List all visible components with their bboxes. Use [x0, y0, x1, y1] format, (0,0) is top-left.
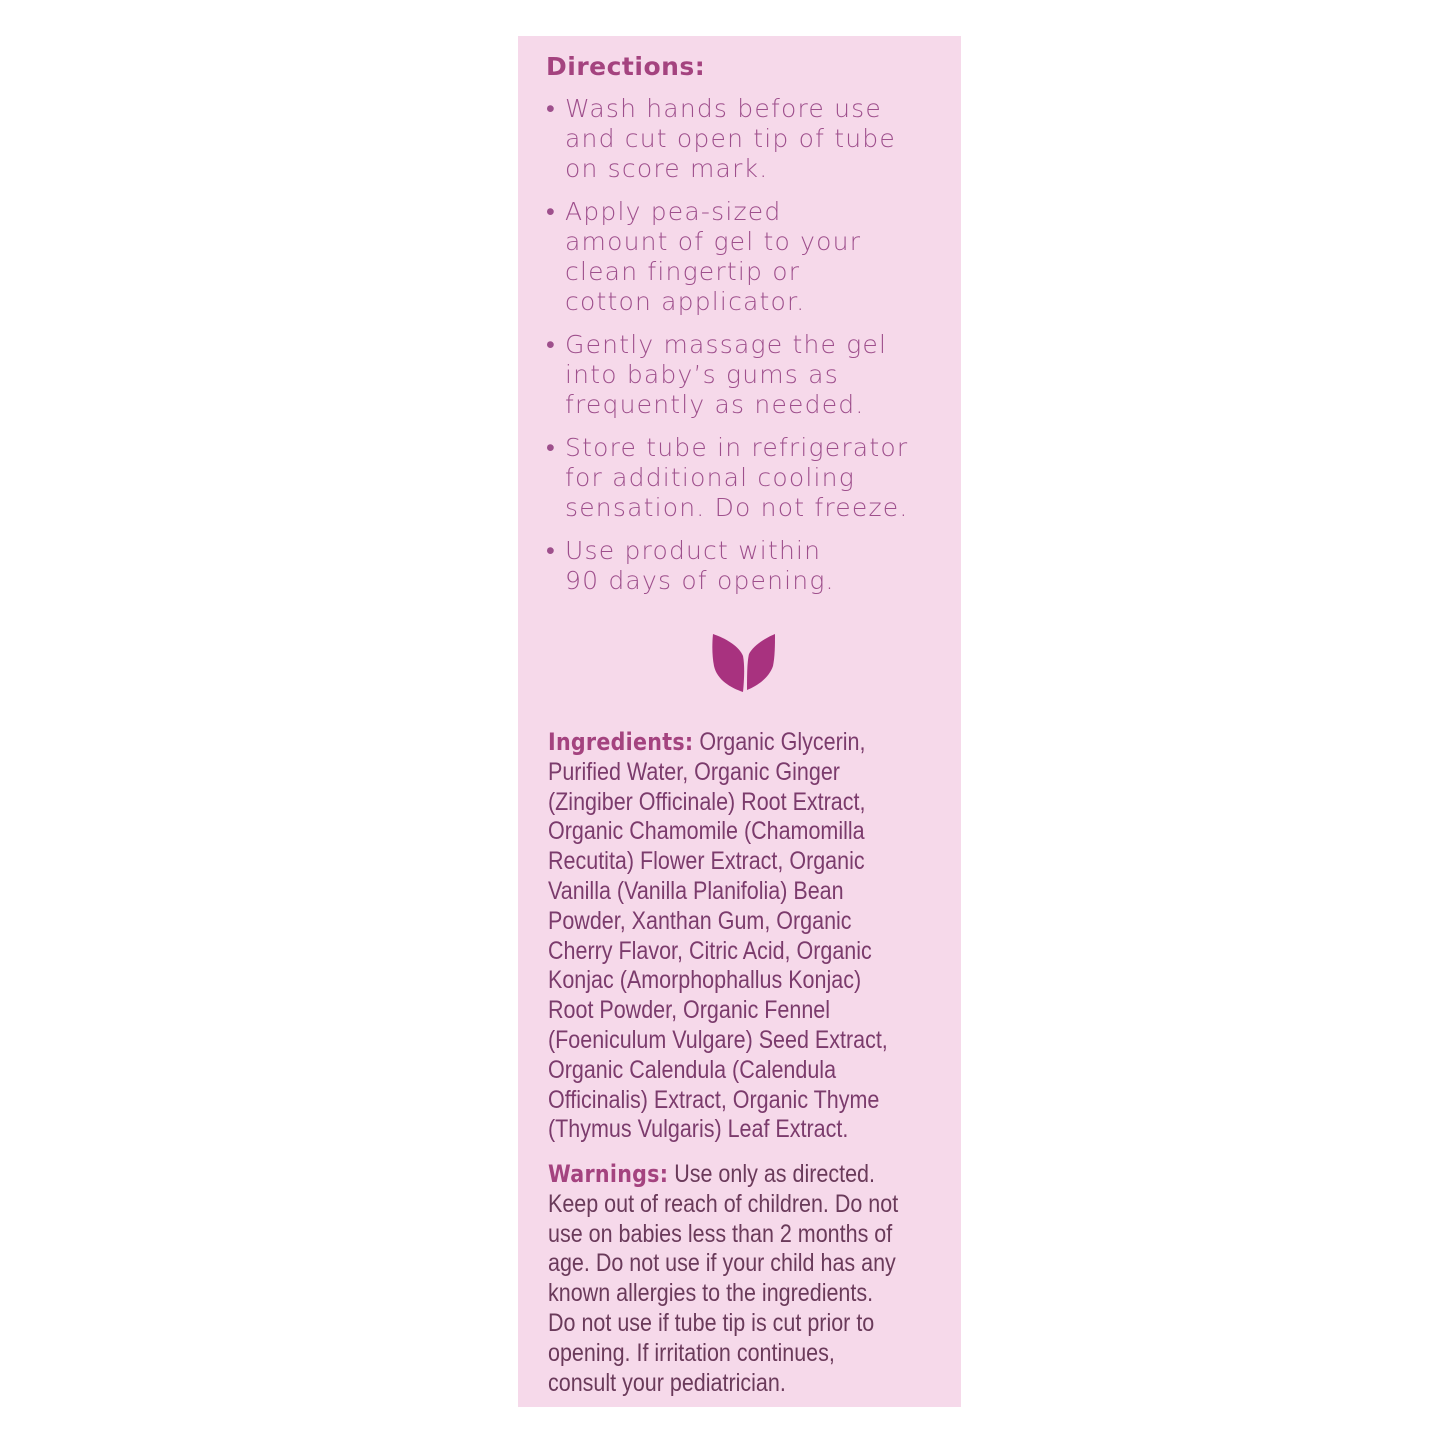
directions-heading: Directions:	[546, 52, 706, 81]
ingredients-line: Powder, Xanthan Gum, Organic	[548, 906, 852, 935]
direction-item	[546, 330, 956, 420]
warnings-line: Do not use if tube tip is cut prior to	[548, 1308, 875, 1337]
direction-line: on score mark.	[565, 154, 769, 183]
ingredients-line: (Foeniculum Vulgare) Seed Extract,	[548, 1025, 888, 1054]
bullet-dot: •	[546, 197, 556, 226]
ingredients-line	[548, 728, 909, 758]
direction-line: Wash hands before use	[565, 94, 882, 123]
ingredients-line: Organic Calendula (Calendula	[548, 1055, 837, 1084]
ingredients-line: Purified Water, Organic Ginger	[548, 757, 840, 786]
direction-item	[546, 94, 956, 184]
direction-line: Gently massage the gel	[565, 330, 888, 359]
ingredients-text	[548, 728, 968, 1145]
ingredients-line: (Zingiber Officinale) Root Extract,	[548, 787, 866, 816]
direction-item	[546, 536, 956, 596]
ingredients-line: Cherry Flavor, Citric Acid, Organic	[548, 936, 872, 965]
warnings-colon: :	[659, 1160, 669, 1188]
warnings-text: Use only as directed.	[668, 1160, 876, 1188]
warnings-line: opening. If irritation continues,	[548, 1338, 835, 1367]
direction-line: amount of gel to your	[565, 227, 862, 256]
direction-line: cotton applicator.	[565, 287, 806, 316]
ingredients-line: Organic Chamomile (Chamomilla	[548, 817, 865, 846]
direction-line: frequently as needed.	[565, 390, 865, 419]
ingredients-line: (Thymus Vulgaris) Leaf Extract.	[548, 1115, 849, 1144]
warnings-line	[548, 1160, 909, 1190]
ingredients-line: Root Powder, Organic Fennel	[548, 996, 831, 1025]
warnings-label: Warnings	[548, 1160, 660, 1188]
ingredients-line: Konjac (Amorphophallus Konjac)	[548, 966, 862, 995]
warnings-text	[548, 1160, 968, 1398]
direction-line: clean fingertip or	[565, 257, 801, 286]
ingredients-line: Recutita) Flower Extract, Organic	[548, 847, 865, 876]
direction-line: Store tube in refrigerator	[565, 433, 909, 462]
direction-item	[546, 197, 956, 317]
warnings-line: consult your pediatrician.	[548, 1368, 786, 1397]
ingredients-line: Officinalis) Extract, Organic Thyme	[548, 1085, 880, 1114]
ingredients-label: Ingredients	[548, 728, 685, 756]
direction-line: into baby’s gums as	[565, 360, 839, 389]
ingredients-line: Vanilla (Vanilla Planifolia) Bean	[548, 876, 844, 905]
warnings-line: age. Do not use if your child has any	[548, 1249, 896, 1278]
bullet-dot: •	[546, 94, 556, 123]
bullet-dot: •	[546, 433, 556, 462]
leaf-icon	[711, 632, 777, 694]
bullet-dot: •	[546, 536, 556, 565]
warnings-line: known allergies to the ingredients.	[548, 1279, 874, 1308]
bullet-dot: •	[546, 330, 556, 359]
direction-line: and cut open tip of tube	[565, 124, 896, 153]
direction-line: Use product within	[565, 536, 822, 565]
direction-line: 90 days of opening.	[565, 566, 835, 595]
direction-line: sensation. Do not freeze.	[565, 493, 909, 522]
directions-list	[546, 94, 956, 609]
direction-line: for additional cooling	[565, 463, 855, 492]
product-label-panel	[518, 36, 961, 1407]
warnings-line: use on babies less than 2 months of	[548, 1219, 893, 1248]
direction-item	[546, 433, 956, 523]
warnings-line: Keep out of reach of children. Do not	[548, 1189, 899, 1218]
ingredients-text: Organic Glycerin,	[693, 728, 866, 756]
direction-line: Apply pea-sized	[565, 197, 782, 226]
ingredients-colon: :	[684, 728, 694, 756]
